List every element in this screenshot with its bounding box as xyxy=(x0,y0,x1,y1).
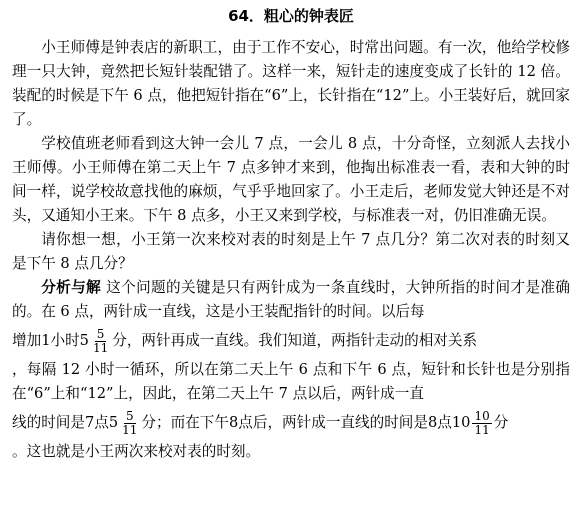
fraction-numerator: 10 xyxy=(474,408,490,423)
paragraph-question: 请你想一想，小王第一次来校对表的时刻是上午 7 点几分？第二次对表的时刻又是下午 8 点几分？ xyxy=(12,231,570,272)
analysis-line4-pre: 线的时间是7点5 xyxy=(12,414,119,431)
fraction-denominator: 11 xyxy=(474,422,490,437)
fraction-numerator: 5 xyxy=(125,408,134,423)
paragraph-story-1: 小王师傅是钟表店的新职工，由于工作不安心，时常出问题。有一次，他给学校修理一只大钟，竟然把长短针装配错了。这样一来，短针走的速度变成了长针的 12 倍。装配的时候是下午 6 点，他把短针指在“6”上，长针指在“12”上。小王装好后，就回家了。 xyxy=(12,39,570,128)
paragraph-story-2: 学校值班老师看到这大钟一会儿 7 点，一会儿 8 点，十分奇怪，立刻派人去找小王师傅。小王师傅在第二天上午 7 点多钟才来到，他掏出标准表一看，表和大钟的时间一样，说学校故意找他的麻烦，气乎乎地回家了。小王走后，老师发觉大钟还是不对头，又通知小王来。下午 8 点多，小王又来到学校，与标准表一对，仍旧准确无误。 xyxy=(12,135,570,224)
fraction-10-11 xyxy=(472,410,491,437)
fraction-numerator: 5 xyxy=(96,326,105,341)
analysis-line2-pre: 增加1小时5 xyxy=(12,332,89,349)
paragraph-analysis xyxy=(12,276,570,324)
fraction-5-11-a xyxy=(91,328,110,355)
fraction-5-11-b xyxy=(120,410,139,437)
analysis-conclusion: 。这也就是小王两次来校对表的时刻。 xyxy=(12,443,261,460)
page-title: 64．粗心的钟表匠 xyxy=(228,7,354,25)
analysis-line-4 xyxy=(12,406,570,440)
analysis-line-2 xyxy=(12,324,570,358)
analysis-line2-post: 分，两针再成一直线。我们知道，两指针走动的相对关系 xyxy=(112,332,478,349)
analysis-line4-post: 分 xyxy=(493,414,509,431)
fraction-denominator: 11 xyxy=(92,340,109,355)
analysis-text-3: ，每隔 12 小时一循环，所以在第二天上午 6 点和下午 6 点，短针和长针也是分别指在“6”上和“12”上，因此，在第二天上午 7 点以后，两针成一直 xyxy=(12,361,570,402)
analysis-line4-mid: 分；而在下午8点后，两针成一直线的时间是8点10 xyxy=(141,414,471,431)
analysis-label: 分析与解 xyxy=(41,279,102,296)
analysis-text-1: 这个问题的关键是只有两针成为一条直线时，大钟所指的时间才是准确的。在 6 点，两针成一直线，这是小王装配指针的时间。以后每 xyxy=(12,279,570,320)
fraction-denominator: 11 xyxy=(122,422,138,437)
